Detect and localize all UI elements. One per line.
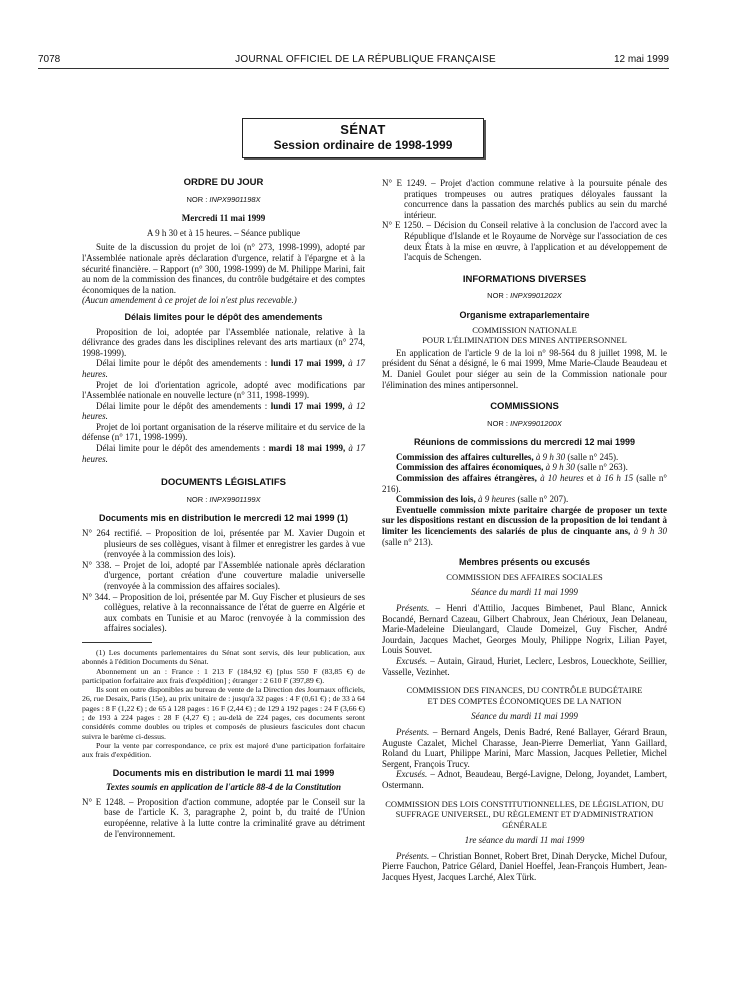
ordre-heading: ORDRE DU JOUR xyxy=(183,177,264,188)
left-column xyxy=(82,178,365,839)
doc-item: N° 338. – Projet de loi, adopté par l'Assemblée nationale après déclaration d'urgence, portant création d'une couverture maladie universelle (renvoyée à la commission des affaires sociales). xyxy=(82,559,365,591)
docs-nor: NOR : INPX9901199X xyxy=(186,494,261,504)
comm-line: Commission des lois, à 9 heures (salle n° 207). xyxy=(396,494,569,505)
comm-nor: NOR : INPX9901200X xyxy=(487,418,562,428)
comm-line: Eventuelle commission mixte paritaire chargée de proposer un texte sur les dispositions restant en discussion de la proposition de loi tendant à limiter les licenciements des salariés de plus de cinquante ans, à 9 h 30 (salle n° 213). xyxy=(382,504,668,547)
info-commission-line1: COMMISSION NATIONALE xyxy=(472,324,577,335)
info-commission-line2: POUR L'ÉLIMINATION DES MINES ANTIPERSONNEL xyxy=(422,335,627,346)
footnote-4: Pour la vente par correspondance, ce prix est majoré d'une participation forfaitaire aux frais d'expédition. xyxy=(82,740,365,760)
banner-title: SÉNAT xyxy=(340,122,386,137)
docs-sub2: Documents mis en distribution le mardi 11 mai 1999 xyxy=(112,767,335,778)
s1-presents: Présents. – Henri d'Attilio, Jacques Bimbenet, Paul Blanc, Annick Bocandé, Bernard Cazeau, Gilbert Chabroux, Jean Chérioux, Jean Delaneau, Marie-Madeleine Dieulangard, Claude Domeizel, Guy Fischer, André Jourdain, Jacques Machet, Georges Mouly, Philippe Nogrix, Lilian Payet, Louis Souvet. xyxy=(382,603,668,656)
s3-presents: Présents. – Christian Bonnet, Robert Bret, Dinah Derycke, Michel Dufour, Pierre Fauchon, Patrice Gélard, Daniel Hoeffel, Jean-François Humbert, Jean-Jacques Hyest, Jacques Larché, Alex Türk. xyxy=(382,850,667,883)
page-header xyxy=(0,0,731,80)
doc-item: N° 344. – Proposition de loi, présentée par M. Guy Fischer et plusieurs de ses collègues, relative à la reconnaissance de l'état de guerre en Algérie et aux combats en Tunisie et au Maroc (renvoyée à la commission des affaires sociales). xyxy=(82,591,365,634)
ordre-date: Mercredi 11 mai 1999 xyxy=(181,213,266,224)
doc-item-e1250: N° E 1250. – Décision du Conseil relative à la conclusion de l'accord avec la République d'Islande et le Royaume de Norvège sur l'association de ces deux États à la mise en œuvre, à l'application et au développement de l'acquis de Schengen. xyxy=(382,220,667,263)
s2-seance: Séance du mardi 11 mai 1999 xyxy=(471,711,578,722)
s1-title: COMMISSION DES AFFAIRES SOCIALES xyxy=(446,571,603,582)
doc-item: N° 264 rectifié. – Proposition de loi, présentée par M. Xavier Dugoin et plusieurs de ses collègues, visant à filmer et enregistrer les gardes à vue (renvoyée à la commission des lois). xyxy=(82,528,365,560)
session-banner xyxy=(242,118,484,158)
info-sub: Organisme extraparlementaire xyxy=(459,309,590,320)
comm-line: Commission des affaires étrangères, à 10 heures et à 16 h 15 (salle n° 216). xyxy=(382,473,668,494)
docs-sub1: Documents mis en distribution le mercredi 12 mai 1999 (1) xyxy=(98,513,349,524)
doc-item-e1248: N° E 1248. – Proposition d'action commune, adoptée par le Conseil sur la base de l'article K. 3, paragraphe 2, point b, du traité de l'Union européenne, relative à la lutte contre la criminalité grave au détriment de l'environnement. xyxy=(82,796,365,839)
banner-subtitle: Session ordinaire de 1998-1999 xyxy=(273,138,453,152)
ordre-time: A 9 h 30 et à 15 heures. – Séance publique xyxy=(146,227,301,238)
footnote-rule xyxy=(82,642,152,643)
delais-p2: Projet de loi d'orientation agricole, adopté avec modifications par l'Assemblée nationale en nouvelle lecture (n° 311, 1998-1999). xyxy=(82,379,365,401)
page-number: 7078 xyxy=(38,54,61,65)
delais-p3: Projet de loi portant organisation de la réserve militaire et du service de la défense (n° 171, 1998-1999). xyxy=(82,421,365,443)
s2-title-line2: ET DES COMPTES ÉCONOMIQUES DE LA NATION xyxy=(427,695,622,706)
s3-seance: 1re séance du mardi 11 mai 1999 xyxy=(464,835,585,846)
ordre-note: (Aucun amendement à ce projet de loi n'est plus recevable.) xyxy=(82,295,297,306)
delais-p1-deadline: Délai limite pour le dépôt des amendements : lundi 17 mai 1999, à 17 heures. xyxy=(82,358,365,379)
issue-date: 12 mai 1999 xyxy=(613,54,669,65)
s1-excuses: Excusés. – Autain, Giraud, Huriet, Leclerc, Lesbros, Loueckhote, Seillier, Vasselle, Vezinhet. xyxy=(382,655,667,677)
comm-line: Commission des affaires économiques, à 9 h 30 (salle n° 263). xyxy=(396,462,628,473)
comm-line: Commission des affaires culturelles, à 9 h 30 (salle n° 245). xyxy=(396,451,619,462)
info-body: En application de l'article 9 de la loi n° 98-564 du 8 juillet 1998, M. le président du Sénat a désigné, le 6 mai 1999, Mme Marie-Claude Beaudeau et M. Daniel Goulet pour siéger au sein de la Commission nationale pour l'élimination des mines antipersonnel. xyxy=(382,347,667,390)
s1-seance: Séance du mardi 11 mai 1999 xyxy=(471,587,578,598)
membres-heading: Membres présents ou excusés xyxy=(458,557,591,568)
delais-heading: Délais limites pour le dépôt des amendements xyxy=(124,311,323,322)
ordre-nor: NOR : INPX9901198X xyxy=(186,194,261,204)
delais-p3-deadline: Délai limite pour le dépôt des amendements : mardi 18 mai 1999, à 17 heures. xyxy=(82,443,365,464)
journal-title: JOURNAL OFFICIEL DE LA RÉPUBLIQUE FRANÇAISE xyxy=(235,54,496,65)
ordre-body: Suite de la discussion du projet de loi (n° 273, 1998-1999), adopté par l'Assemblée nationale après déclaration d'urgence, relatif à l'épargne et à la sécurité financière. – Rapport (n° 300, 1998-1999) de M. Philippe Marini, fait au nom de la commission des finances, du contrôle budgétaire et des comptes économiques de la nation. xyxy=(82,242,365,295)
docs-heading: DOCUMENTS LÉGISLATIFS xyxy=(161,477,286,489)
s3-title: COMMISSION DES LOIS CONSTITUTIONNELLES, DE LÉGISLATION, DU SUFFRAGE UNIVERSEL, DU RÈGLEMENT ET D'ADMINISTRATION GÉNÉRALE xyxy=(385,798,664,830)
footnote-3: Ils sont en outre disponibles au bureau de vente de la Direction des Journaux officiels, 26, rue Desaix, Paris (15e), au prix unitaire de : jusqu'à 32 pages : 4 F (0,61 €) ; de 33 à 64 pages : 8 F (1,22 €) ; de 65 à 128 pages : 16 F (2,44 €) ; de 129 à 192 pages : 24 F (3,66 €) ; de 193 à 224 pages : 28 F (4,27 €) ; au-delà de 224 pages, ces documents seront considérés comme doubles ou triples et composés de plusieurs fascicules dont chacun suivra le barème ci-dessus. xyxy=(82,685,365,741)
right-column xyxy=(382,178,667,883)
doc-item-e1249: N° E 1249. – Projet d'action commune relative à la poursuite pénale des pratiques trompeuses ou autres pratiques déloyales faussant la concurrence dans la passation des marchés publics au sein du marché intérieur. xyxy=(382,178,667,220)
s2-excuses: Excusés. – Adnot, Beaudeau, Bergé-Lavigne, Delong, Joyandet, Lambert, Ostermann. xyxy=(382,769,667,790)
info-nor: NOR : INPX9901202X xyxy=(487,291,562,301)
footnote-1: (1) Les documents parlementaires du Sénat sont servis, dès leur publication, aux abonnés à l'édition Documents du Sénat. xyxy=(82,647,365,667)
comm-sub: Réunions de commissions du mercredi 12 mai 1999 xyxy=(413,437,636,448)
s2-presents: Présents. – Bernard Angels, Denis Badré, René Ballayer, Gérard Braun, Auguste Cazalet, Michel Charasse, Jean-Pierre Demerliat, Yann Gaillard, Roland du Luart, Philippe Marini, Marc Massion, Jacques Pelletier, Michel Sergent, François Trucy. xyxy=(382,726,667,769)
docs-sub3: Textes soumis en application de l'article 88-4 de la Constitution xyxy=(106,782,341,793)
delais-p2-deadline: Délai limite pour le dépôt des amendements : lundi 17 mai 1999, à 12 heures. xyxy=(82,400,365,422)
comm-heading: COMMISSIONS xyxy=(490,401,559,413)
info-heading: INFORMATIONS DIVERSES xyxy=(462,273,587,285)
s2-title-line1: COMMISSION DES FINANCES, DU CONTRÔLE BUDGÉTAIRE xyxy=(406,685,643,696)
delais-p1: Proposition de loi, adoptée par l'Assemblée nationale, relative à la délivrance des grades dans les disciplines relevant des arts martiaux (n° 274, 1998-1999). xyxy=(82,326,365,358)
header-rule xyxy=(38,68,669,69)
footnote-2: Abonnement un an : France : 1 213 F (184,92 €) [plus 550 F (83,85 €) de participation forfaitaire aux frais d'expédition] ; étranger : 2 610 F (397,89 €). xyxy=(82,666,365,685)
